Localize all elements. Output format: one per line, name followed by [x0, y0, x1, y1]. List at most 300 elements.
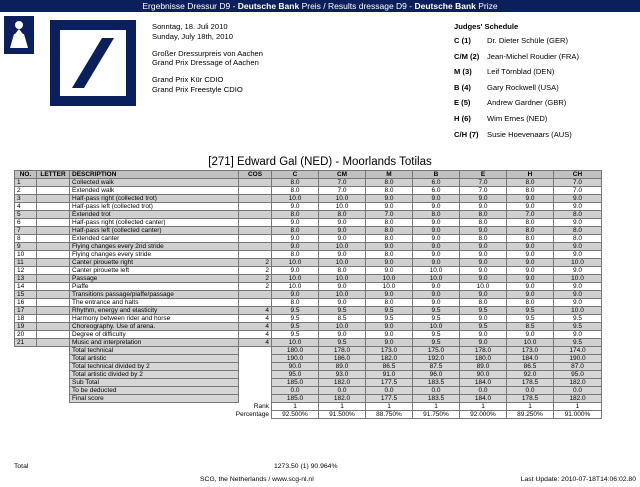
judge-name: Wim Ernes (NED) — [487, 113, 548, 123]
summary-value: 86.5 — [507, 363, 554, 371]
judge-score: 10.0 — [413, 275, 460, 283]
judge-score: 8.0 — [460, 211, 507, 219]
table-row — [15, 203, 602, 211]
movement-letter — [37, 211, 70, 219]
summary-value: 182.0 — [319, 395, 366, 403]
judge-score: 10.0 — [554, 307, 602, 315]
event-date-de: Sonntag, 18. Juli 2010 — [152, 22, 228, 31]
footer-last-update: Last Update: 2010-07-18T14:06:02.80 — [520, 476, 636, 483]
movement-coefficient — [239, 235, 272, 243]
movement-number: 20 — [15, 331, 37, 339]
summary-spacer — [15, 347, 70, 355]
judge-score: 10.0 — [272, 259, 319, 267]
judge-score: 9.0 — [554, 219, 602, 227]
summary-value: 175.0 — [413, 347, 460, 355]
table-row — [15, 275, 602, 283]
header-text-right: Prize — [475, 1, 498, 11]
event-class-1: Grand Prix Kür CDIO — [152, 75, 224, 85]
judge-score: 7.0 — [507, 211, 554, 219]
movement-description: Extended trot — [70, 211, 239, 219]
judge-name: Andrew Gardner (GBR) — [487, 98, 567, 108]
judge-score: 9.0 — [366, 267, 413, 275]
event-info — [152, 22, 263, 95]
judge-score: 9.0 — [507, 203, 554, 211]
judge-score: 7.0 — [366, 211, 413, 219]
judge-row — [454, 52, 579, 68]
judge-score: 9.0 — [366, 291, 413, 299]
judge-position: B (4) — [454, 82, 471, 92]
judge-score: 9.0 — [554, 267, 602, 275]
judge-name: Dr. Dieter Schüle (GER) — [487, 36, 569, 45]
deutsche-bank-slash-icon — [60, 30, 126, 96]
judge-score: 9.0 — [554, 251, 602, 259]
table-row — [15, 299, 602, 307]
judge-score: 8.0 — [460, 219, 507, 227]
judge-score: 9.0 — [460, 203, 507, 211]
summary-row — [15, 395, 602, 403]
event-prize-en: Grand Prix Dressage of Aachen — [152, 58, 259, 68]
summary-value: 0.0 — [366, 387, 413, 395]
judge-score: 9.5 — [272, 315, 319, 323]
judge-score: 9.5 — [272, 307, 319, 315]
table-row — [15, 323, 602, 331]
movement-number: 4 — [15, 203, 37, 211]
judge-score: 9.0 — [507, 259, 554, 267]
summary-value: 178.0 — [319, 347, 366, 355]
judge-position: C (1) — [454, 36, 471, 45]
judge-score: 8.5 — [319, 315, 366, 323]
summary-spacer — [239, 379, 272, 387]
judge-row — [454, 36, 579, 52]
judge-score: 8.0 — [366, 227, 413, 235]
event-date-en: Sunday, July 18th, 2010 — [152, 31, 233, 41]
table-row — [15, 259, 602, 267]
judge-score: 8.0 — [272, 299, 319, 307]
judge-score: 9.0 — [413, 219, 460, 227]
movement-coefficient: 4 — [239, 331, 272, 339]
summary-value: 185.0 — [272, 395, 319, 403]
judge-score: 10.0 — [319, 195, 366, 203]
movement-description: Half-pass right (collected canter) — [70, 219, 239, 227]
movement-coefficient: 2 — [239, 275, 272, 283]
judge-score: 7.0 — [554, 179, 602, 187]
rank-value: 1 — [319, 403, 366, 411]
judge-score: 9.5 — [366, 315, 413, 323]
movement-number: 6 — [15, 219, 37, 227]
summary-spacer — [239, 395, 272, 403]
judges-title: Judges' Schedule — [454, 22, 519, 31]
movement-letter — [37, 203, 70, 211]
percentage-label: Percentage — [15, 411, 272, 419]
table-row — [15, 219, 602, 227]
movement-letter — [37, 187, 70, 195]
column-header: CH — [554, 171, 602, 179]
footer-credit: SCG, the Netherlands / www.scg-nl.nl — [200, 476, 314, 483]
summary-value: 177.5 — [366, 395, 413, 403]
summary-value: 190.0 — [272, 355, 319, 363]
judge-score: 9.5 — [507, 307, 554, 315]
judge-position: E (5) — [454, 98, 471, 108]
table-row — [15, 251, 602, 259]
judge-score: 9.0 — [319, 219, 366, 227]
judge-score: 10.0 — [319, 291, 366, 299]
event-class-2: Grand Prix Freestyle CDIO — [152, 84, 243, 94]
summary-row — [15, 355, 602, 363]
judge-name: Jean-Michel Roudier (FRA) — [487, 51, 579, 61]
judge-score: 9.0 — [460, 275, 507, 283]
movement-letter — [37, 179, 70, 187]
judge-score: 9.0 — [507, 243, 554, 251]
judge-row — [454, 98, 579, 114]
judge-score: 8.0 — [272, 187, 319, 195]
judge-score: 7.0 — [319, 179, 366, 187]
judge-score: 8.0 — [460, 299, 507, 307]
summary-value: 90.0 — [272, 363, 319, 371]
judge-score: 10.0 — [272, 195, 319, 203]
judge-score: 10.0 — [319, 323, 366, 331]
summary-value: 180.0 — [460, 355, 507, 363]
summary-spacer — [239, 363, 272, 371]
judge-score: 10.0 — [413, 267, 460, 275]
movement-number: 2 — [15, 187, 37, 195]
judge-score: 9.0 — [272, 243, 319, 251]
rank-value: 1 — [507, 403, 554, 411]
summary-value: 183.5 — [413, 395, 460, 403]
summary-value: 89.0 — [319, 363, 366, 371]
summary-value: 182.0 — [554, 395, 602, 403]
summary-spacer — [15, 371, 70, 379]
movement-coefficient — [239, 187, 272, 195]
movement-number: 5 — [15, 211, 37, 219]
judge-score: 9.0 — [272, 291, 319, 299]
movement-coefficient: 4 — [239, 339, 272, 347]
judge-score: 9.0 — [413, 235, 460, 243]
summary-spacer — [239, 371, 272, 379]
movement-number: 13 — [15, 275, 37, 283]
summary-value: 89.0 — [460, 363, 507, 371]
movement-description: Canter pirouette right — [70, 259, 239, 267]
judge-score: 10.0 — [554, 275, 602, 283]
movement-coefficient — [239, 227, 272, 235]
summary-value: 173.0 — [366, 347, 413, 355]
judge-score: 9.5 — [413, 331, 460, 339]
judge-score: 9.0 — [460, 291, 507, 299]
column-header: M — [366, 171, 413, 179]
table-row — [15, 179, 602, 187]
movement-description: Degree of difficulty — [70, 331, 239, 339]
judge-row — [454, 114, 579, 130]
movement-coefficient: 4 — [239, 315, 272, 323]
movement-number: 1 — [15, 179, 37, 187]
summary-spacer — [15, 387, 70, 395]
movement-letter — [37, 331, 70, 339]
movement-number: 17 — [15, 307, 37, 315]
judge-score: 10.0 — [413, 323, 460, 331]
judge-score: 8.0 — [272, 251, 319, 259]
summary-value: 184.0 — [460, 379, 507, 387]
summary-value: 184.0 — [460, 395, 507, 403]
movement-letter — [37, 227, 70, 235]
judge-score: 9.5 — [460, 307, 507, 315]
judge-score: 9.0 — [507, 195, 554, 203]
judge-score: 8.0 — [507, 179, 554, 187]
movement-description: Flying changes every stride — [70, 251, 239, 259]
summary-value: 96.0 — [413, 371, 460, 379]
judge-score: 9.0 — [554, 203, 602, 211]
judge-position: C/M (2) — [454, 51, 480, 61]
judge-score: 9.0 — [413, 243, 460, 251]
summary-value: 174.0 — [554, 347, 602, 355]
header-brand-1: Deutsche Bank — [237, 1, 300, 11]
column-header: COS — [239, 171, 272, 179]
summary-value: 186.0 — [319, 355, 366, 363]
movement-coefficient: 4 — [239, 323, 272, 331]
judge-score: 9.0 — [319, 299, 366, 307]
summary-spacer — [15, 379, 70, 387]
movement-coefficient — [239, 195, 272, 203]
judge-score: 9.0 — [460, 339, 507, 347]
header-brand-2: Deutsche Bank — [414, 1, 476, 11]
judge-score: 8.0 — [366, 219, 413, 227]
movement-coefficient — [239, 291, 272, 299]
movement-number: 18 — [15, 315, 37, 323]
movement-description: Choreography. Use of arena. — [70, 323, 239, 331]
movement-letter — [37, 307, 70, 315]
judge-score: 9.5 — [366, 307, 413, 315]
judge-score: 9.0 — [460, 315, 507, 323]
judge-score: 9.0 — [366, 259, 413, 267]
total-value: 1273.50 (1) 90.964% — [274, 463, 338, 470]
column-header: CM — [319, 171, 366, 179]
movement-coefficient: 4 — [239, 307, 272, 315]
summary-value: 182.0 — [554, 379, 602, 387]
movement-description: Flying changes every 2nd stride — [70, 243, 239, 251]
rank-label: Rank — [15, 403, 272, 411]
rider-logo-icon — [4, 16, 34, 54]
rank-value: 1 — [272, 403, 319, 411]
summary-value: 86.5 — [366, 363, 413, 371]
judge-score: 9.0 — [366, 195, 413, 203]
summary-label: Total technical divided by 2 — [70, 363, 239, 371]
percentage-value: 88.750% — [366, 411, 413, 419]
movement-number: 10 — [15, 251, 37, 259]
judge-score: 9.0 — [319, 251, 366, 259]
judge-score: 8.0 — [554, 211, 602, 219]
column-header: LETTER — [37, 171, 70, 179]
judge-name: Gary Rockwell (USA) — [487, 82, 559, 92]
judge-score: 9.0 — [319, 227, 366, 235]
summary-spacer — [239, 347, 272, 355]
judge-score: 10.0 — [319, 203, 366, 211]
judge-score: 9.0 — [460, 195, 507, 203]
judge-score: 8.0 — [272, 227, 319, 235]
judge-score: 9.0 — [366, 339, 413, 347]
summary-value: 87.5 — [413, 363, 460, 371]
summary-row — [15, 347, 602, 355]
judge-score: 9.0 — [507, 331, 554, 339]
judge-score: 9.0 — [460, 331, 507, 339]
summary-value: 185.0 — [272, 379, 319, 387]
summary-value: 91.0 — [366, 371, 413, 379]
summary-value: 178.0 — [460, 347, 507, 355]
table-header-row — [15, 171, 602, 179]
judge-score: 8.0 — [507, 299, 554, 307]
judge-score: 9.0 — [272, 267, 319, 275]
judge-row — [454, 130, 579, 146]
movement-coefficient: 2 — [239, 283, 272, 291]
footer — [0, 475, 640, 487]
judge-score: 8.0 — [507, 219, 554, 227]
judge-score: 8.5 — [507, 323, 554, 331]
summary-label: Sub Total — [70, 379, 239, 387]
movement-number: 8 — [15, 235, 37, 243]
judge-score: 8.0 — [366, 235, 413, 243]
movement-letter — [37, 219, 70, 227]
judge-score: 10.0 — [507, 339, 554, 347]
summary-value: 192.0 — [413, 355, 460, 363]
judge-score: 8.0 — [413, 211, 460, 219]
judge-score: 9.0 — [507, 275, 554, 283]
summary-row — [15, 371, 602, 379]
movement-coefficient: 2 — [239, 259, 272, 267]
judge-score: 9.5 — [319, 307, 366, 315]
judge-row — [454, 67, 579, 83]
judge-score: 9.0 — [366, 331, 413, 339]
movement-number: 21 — [15, 339, 37, 347]
judge-score: 9.0 — [366, 323, 413, 331]
movement-letter — [37, 251, 70, 259]
percentage-value: 91.500% — [319, 411, 366, 419]
summary-value: 90.0 — [460, 371, 507, 379]
summary-value: 0.0 — [319, 387, 366, 395]
judge-score: 9.0 — [554, 283, 602, 291]
judge-score: 6.0 — [413, 179, 460, 187]
total-label: Total — [14, 463, 29, 470]
judge-score: 9.0 — [413, 291, 460, 299]
table-row — [15, 211, 602, 219]
movement-letter — [37, 259, 70, 267]
movement-number: 12 — [15, 267, 37, 275]
header-text-middle: Preis / Results dressage D9 - — [299, 1, 415, 11]
judge-score: 7.0 — [554, 187, 602, 195]
summary-value: 180.0 — [272, 347, 319, 355]
judge-score: 10.0 — [554, 259, 602, 267]
movement-letter — [37, 235, 70, 243]
rank-value: 1 — [366, 403, 413, 411]
summary-value: 182.0 — [319, 379, 366, 387]
judge-score: 9.0 — [507, 291, 554, 299]
summary-value: 95.0 — [272, 371, 319, 379]
movement-number: 7 — [15, 227, 37, 235]
table-row — [15, 291, 602, 299]
table-row — [15, 315, 602, 323]
judge-score: 9.0 — [413, 251, 460, 259]
rider-title: [271] Edward Gal (NED) - Moorlands Totilas — [208, 156, 432, 168]
table-row — [15, 227, 602, 235]
judge-score: 9.0 — [554, 195, 602, 203]
judge-score: 9.0 — [507, 251, 554, 259]
judge-score: 10.0 — [319, 275, 366, 283]
judge-score: 9.0 — [413, 259, 460, 267]
movement-letter — [37, 291, 70, 299]
judge-score: 10.0 — [366, 283, 413, 291]
movement-description: Extended canter — [70, 235, 239, 243]
summary-value: 0.0 — [554, 387, 602, 395]
movement-description: Music and interpretation — [70, 339, 239, 347]
summary-label: Final score — [70, 395, 239, 403]
judge-score: 9.0 — [554, 331, 602, 339]
judge-score: 9.0 — [413, 203, 460, 211]
movement-letter — [37, 299, 70, 307]
judge-name: Leif Törnblad (DEN) — [487, 67, 555, 77]
judge-score: 9.5 — [413, 307, 460, 315]
judge-row — [454, 83, 579, 99]
summary-value: 95.0 — [554, 371, 602, 379]
judge-score: 9.5 — [507, 315, 554, 323]
judge-score: 8.0 — [319, 211, 366, 219]
movement-coefficient — [239, 251, 272, 259]
judge-score: 9.0 — [366, 243, 413, 251]
judge-score: 9.0 — [272, 219, 319, 227]
judge-position: C/H (7) — [454, 129, 479, 139]
percentage-value: 91.750% — [413, 411, 460, 419]
movement-letter — [37, 195, 70, 203]
judge-score: 8.0 — [366, 299, 413, 307]
judge-score: 8.0 — [507, 187, 554, 195]
table-row — [15, 235, 602, 243]
movement-number: 14 — [15, 283, 37, 291]
judge-name: Susie Hoevenaars (AUS) — [487, 129, 572, 139]
judge-score: 8.0 — [366, 187, 413, 195]
summary-value: 183.5 — [413, 379, 460, 387]
judge-score: 9.5 — [554, 339, 602, 347]
summary-spacer — [15, 363, 70, 371]
judge-score: 9.0 — [319, 283, 366, 291]
judge-score: 9.5 — [319, 339, 366, 347]
movement-coefficient — [239, 219, 272, 227]
movement-coefficient — [239, 203, 272, 211]
judge-score: 10.0 — [319, 243, 366, 251]
judge-score: 9.0 — [272, 203, 319, 211]
percentage-value: 92.500% — [272, 411, 319, 419]
summary-row — [15, 387, 602, 395]
judge-score: 9.5 — [554, 323, 602, 331]
judge-score: 8.0 — [507, 235, 554, 243]
summary-value: 178.5 — [507, 395, 554, 403]
movement-coefficient — [239, 243, 272, 251]
movement-letter — [37, 267, 70, 275]
column-header: C — [272, 171, 319, 179]
judge-score: 10.0 — [366, 275, 413, 283]
judge-score: 9.0 — [413, 195, 460, 203]
summary-value: 0.0 — [272, 387, 319, 395]
judge-score: 9.0 — [460, 227, 507, 235]
movement-letter — [37, 243, 70, 251]
summary-value: 184.0 — [507, 355, 554, 363]
judge-score: 9.5 — [554, 315, 602, 323]
judge-score: 8.0 — [554, 227, 602, 235]
movement-description: Half-pass right (collected trot) — [70, 195, 239, 203]
movement-description: Harmony between rider and horse — [70, 315, 239, 323]
judge-score: 9.0 — [554, 243, 602, 251]
movement-description: Half-pass left (collected trot) — [70, 203, 239, 211]
movement-number: 9 — [15, 243, 37, 251]
movement-letter — [37, 275, 70, 283]
movement-description: Passage — [70, 275, 239, 283]
movement-letter — [37, 315, 70, 323]
column-header: H — [507, 171, 554, 179]
judge-score: 10.0 — [272, 339, 319, 347]
